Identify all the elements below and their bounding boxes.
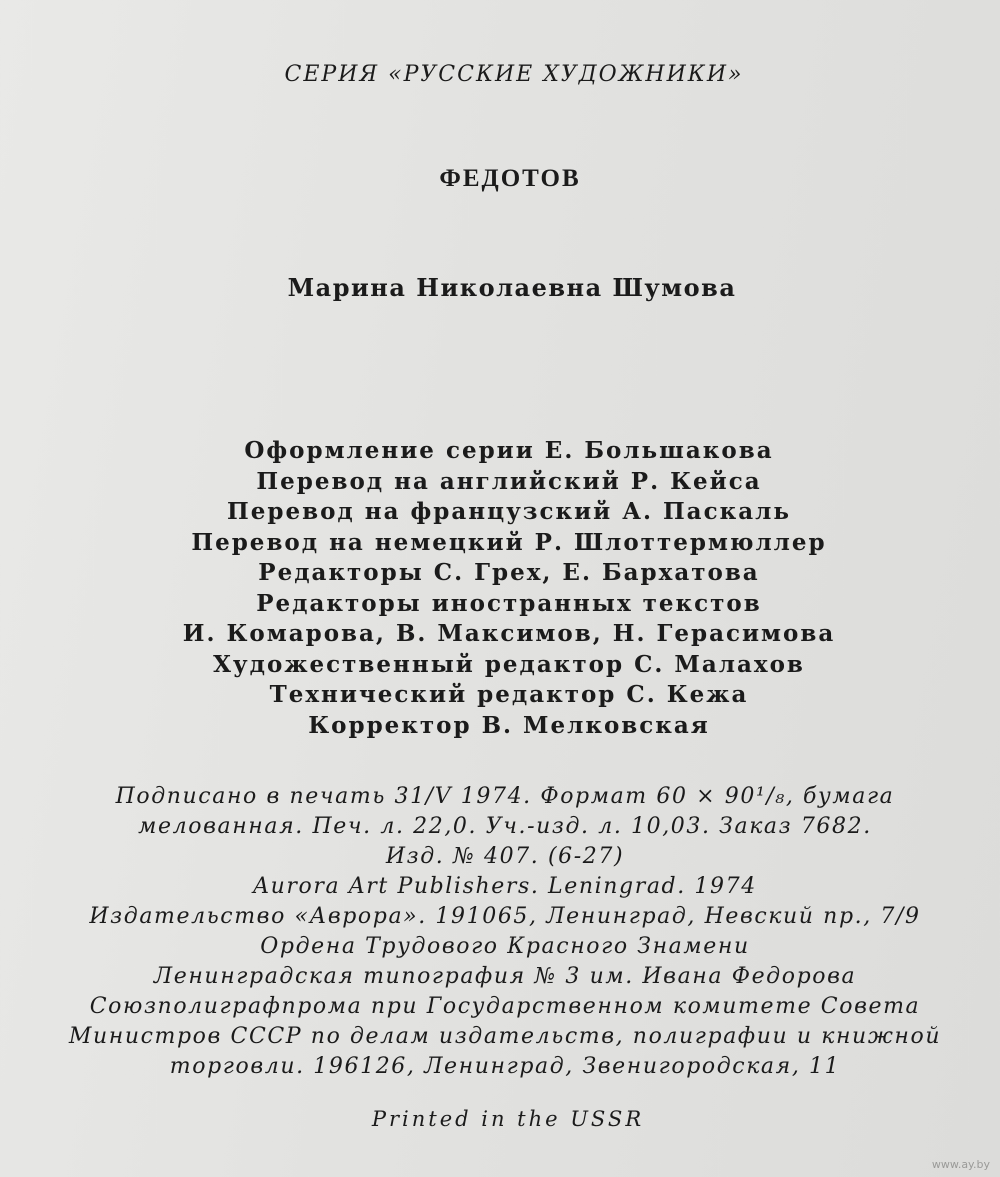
imprint-line: Подписано в печать 31/V 1974. Формат 60 × 90¹/₈, бумага (115, 784, 895, 809)
imprint-line: Изд. № 407. (6-27) (385, 844, 625, 869)
imprint-line: Союзполиграфпрома при Государственном комитете Совета (89, 994, 921, 1019)
imprint-block (0, 782, 1000, 1082)
imprint-line: Издательство «Аврора». 191065, Ленинград, Невский пр., 7/9 (89, 904, 921, 929)
credit-line: Перевод на немецкий Р. Шлоттермюллер (191, 528, 827, 556)
author-name: Марина Николаевна Шумова (287, 273, 737, 302)
imprint-line: Aurora Art Publishers. Leningrad. 1974 (253, 874, 757, 899)
credit-line: Художественный редактор С. Малахов (213, 650, 805, 678)
credit-line: Редакторы иностранных текстов (256, 589, 762, 617)
printed-in-line: Printed in the USSR (371, 1107, 645, 1131)
site-watermark: www.ay.by (931, 1158, 990, 1171)
credit-line: Перевод на французский А. Паскаль (227, 498, 791, 525)
imprint-line: торговли. 196126, Ленинград, Звенигородская, 11 (169, 1054, 841, 1079)
book-title: ФЕДОТОВ (439, 165, 581, 192)
imprint-line: Ленинградская типография № 3 им. Ивана Федорова (153, 964, 857, 989)
credit-line: И. Комарова, В. Максимов, Н. Герасимова (182, 620, 836, 647)
credit-line: Корректор В. Мелковская (308, 711, 710, 739)
credit-line: Редакторы С. Грех, Е. Бархатова (258, 559, 760, 586)
imprint-line: мелованная. Печ. л. 22,0. Уч.-изд. л. 10,03. Заказ 7682. (138, 814, 872, 839)
imprint-line: Министров СССР по делам издательств, полиграфии и книжной (68, 1024, 942, 1049)
imprint-line: Ордена Трудового Красного Знамени (260, 934, 750, 959)
credits-list (0, 436, 1000, 741)
credit-line: Перевод на английский Р. Кейса (256, 467, 762, 495)
series-line: СЕРИЯ «РУССКИЕ ХУДОЖНИКИ» (284, 62, 744, 87)
credit-line: Технический редактор С. Кежа (269, 681, 749, 708)
credit-line: Оформление серии Е. Большакова (244, 437, 774, 464)
